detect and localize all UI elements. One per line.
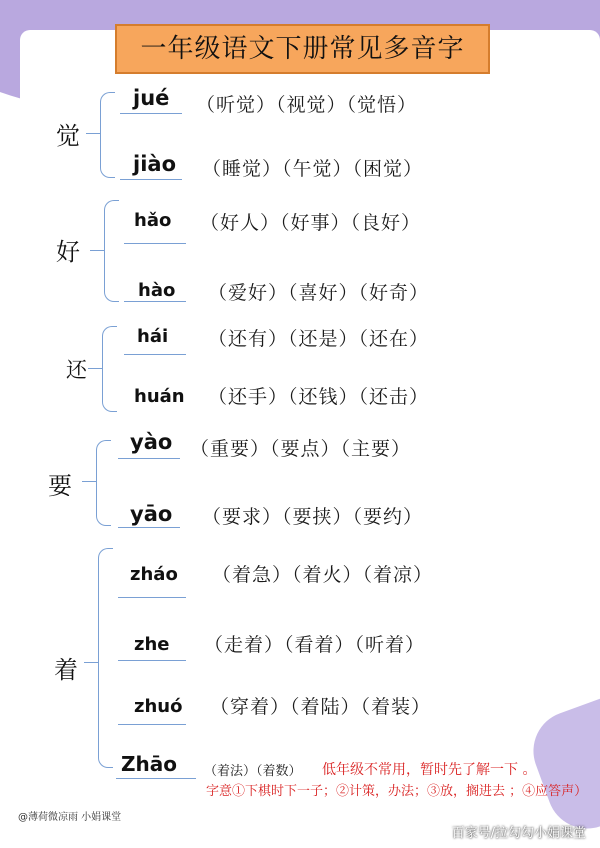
bracket-stub (84, 662, 98, 663)
bracket-stub (90, 250, 104, 251)
meaning-line: 字意①下棋时下一子；②计策，办法；③放，搁进去 ；④应答声） (206, 784, 588, 799)
pinyin-underline (124, 301, 186, 302)
pinyin-hai: hái (137, 326, 169, 347)
words-hao4: （爱好）（喜好）（好奇） (208, 282, 430, 304)
words-yao4: （重要）（要点）（主要） (190, 438, 412, 460)
words-zhao1: （着法）（着数） (204, 764, 302, 779)
pinyin-underline (118, 660, 186, 661)
pinyin-underline (124, 243, 186, 244)
char-yao: 要 (48, 472, 72, 500)
bracket-stub (86, 133, 100, 134)
pinyin-underline (120, 113, 182, 114)
pinyin-underline (124, 354, 186, 355)
char-hai: 还 (66, 358, 87, 382)
pinyin-underline (118, 527, 180, 528)
pinyin-zhe: zhe (134, 634, 170, 655)
words-hao3: （好人）（好事）（良好） (200, 212, 422, 234)
bracket-stub (88, 368, 102, 369)
note-text: 低年级不常用，暂时先了解一下 。 (322, 762, 537, 778)
pinyin-hao4: hào (138, 280, 176, 301)
char-hao: 好 (56, 238, 80, 266)
pinyin-yao4: yào (130, 430, 173, 454)
bracket-stub (82, 481, 96, 482)
words-zhuo: （穿着）（着陆）（着装） (210, 696, 432, 718)
words-jiao: （睡觉）（午觉）（困觉） (202, 158, 424, 180)
pinyin-jue: jué (133, 86, 170, 110)
words-huan: （还手）（还钱）（还击） (208, 386, 430, 408)
pinyin-jiao: jiào (133, 152, 176, 176)
footer-watermark: 百家号/拉勾勾小娟课堂 (451, 826, 586, 841)
pinyin-underline (120, 179, 182, 180)
bracket (104, 200, 119, 302)
pinyin-underline (118, 597, 186, 598)
pinyin-underline (118, 458, 180, 459)
bracket (96, 440, 111, 526)
words-hai: （还有）（还是）（还在） (208, 328, 430, 350)
char-jue: 觉 (56, 122, 80, 150)
bracket (102, 326, 117, 412)
words-jue: （听觉）（视觉）（觉悟） (196, 94, 418, 116)
char-zhe: 着 (54, 656, 78, 684)
page-title: 一年级语文下册常见多音字 (115, 24, 490, 74)
pinyin-zhuo: zhuó (134, 696, 183, 717)
pinyin-zhao2: zháo (130, 564, 178, 585)
pinyin-hao3: hǎo (134, 210, 172, 231)
pinyin-yao1: yāo (130, 502, 173, 526)
pinyin-huan: huán (134, 386, 185, 407)
bracket (100, 92, 115, 178)
words-yao1: （要求）（要挟）（要约） (202, 506, 424, 528)
words-zhe: （走着）（看着）（听着） (204, 634, 426, 656)
words-zhao2: （着急）（着火）（着凉） (212, 564, 434, 586)
footer-credit: @薄荷微凉雨 小娟课堂 (18, 812, 122, 823)
pinyin-underline (118, 724, 186, 725)
bracket (98, 548, 113, 768)
pinyin-zhao1: Zhāo (121, 752, 177, 776)
pinyin-underline (116, 778, 196, 779)
